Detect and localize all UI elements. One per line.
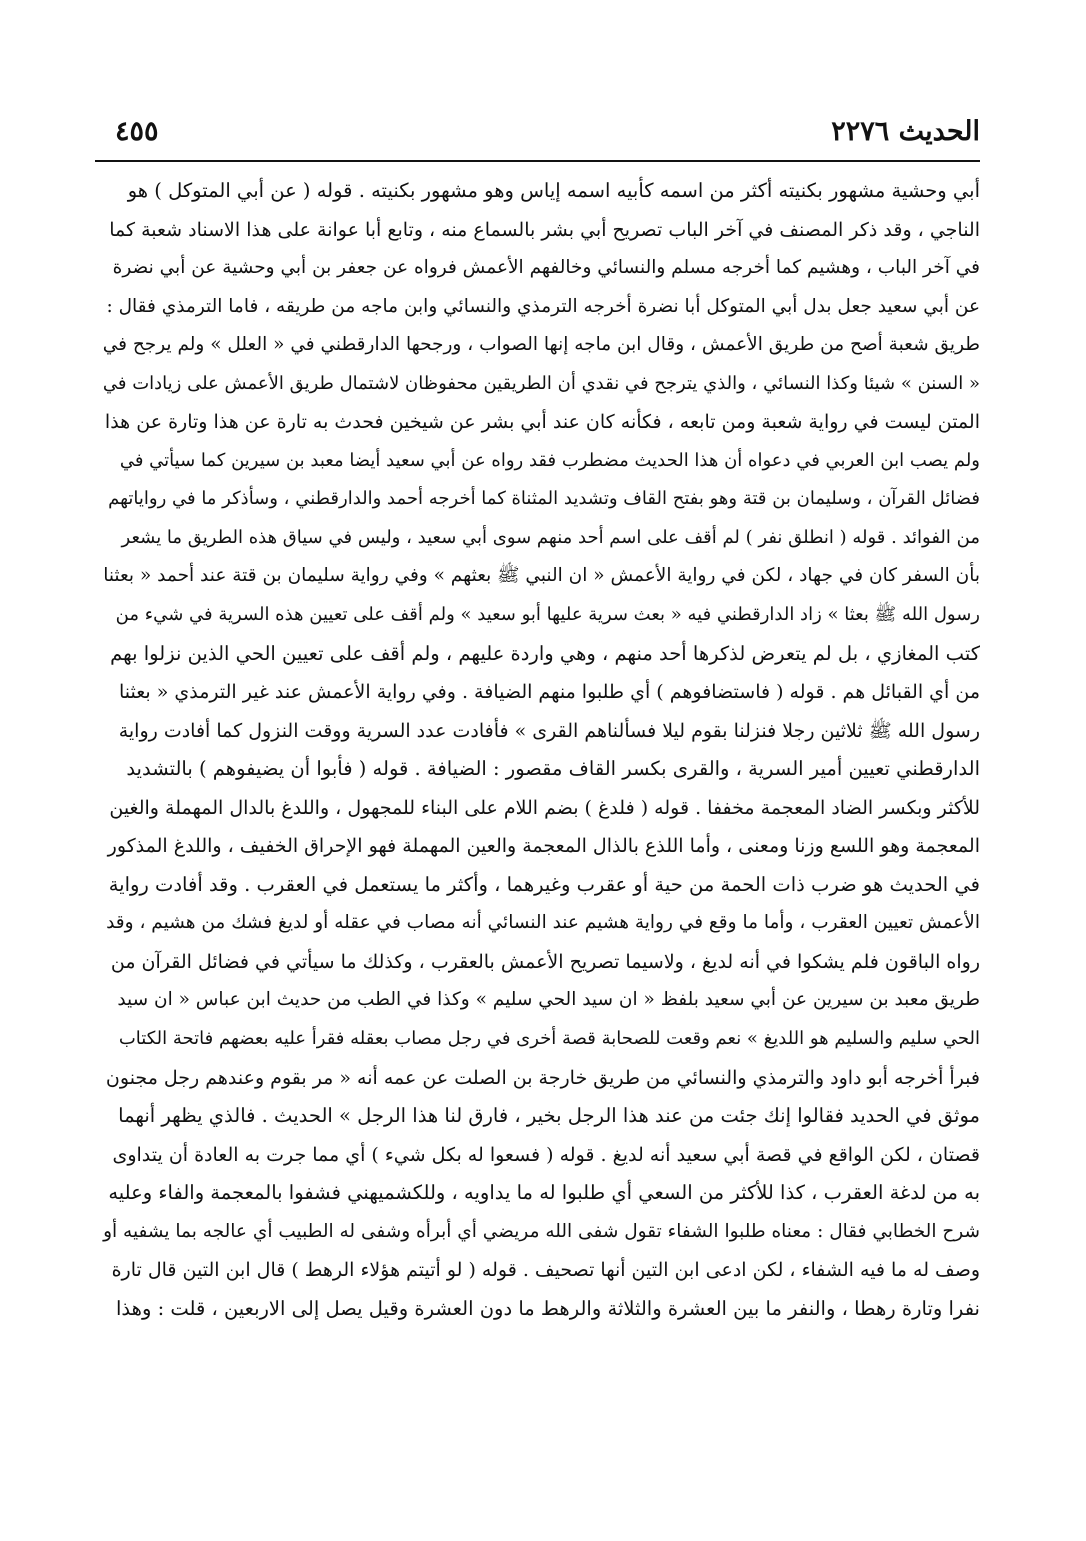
text-line: قصتان ، لكن الواقع في قصة أبي سعيد أنه لديغ . قوله ( فسعوا له بكل شيء ) أي مما جرت به العادة أن يتداوى	[112, 1143, 980, 1166]
page-number: ٤٥٥	[115, 116, 159, 147]
text-line: أبي وحشية مشهور بكنيته أكثر من اسمه كأبيه اسمه إياس وهو مشهور بكنيته . قوله ( عن أبي المتوكل ) هو	[127, 179, 980, 202]
text-line: طريق شعبة أصح من طريق الأعمش ، وقال ابن ماجه إنها الصواب ، ورجحها الدارقطني في « العلل » ولم يرجح في	[102, 334, 980, 356]
text-line: المعجمة وهو اللسع وزنا ومعنى ، وأما اللذع بالذال المعجمة والعين المهملة فهو الإحراق الخفيف ، واللدغ المذكور	[107, 835, 980, 858]
text-line: عن أبي سعيد جعل بدل أبي المتوكل أبا نضرة أخرجه الترمذي والنسائي وابن ماجه من طريقه ، فاما الترمذي فقال :	[106, 295, 980, 317]
text-line: رواه الباقون فلم يشكوا في أنه لديغ ، ولاسيما تصريح الأعمش بالعقرب ، وكذلك ما سيأتي في فضائل القرآن من	[110, 950, 980, 973]
text-line: فبرأ أخرجه أبو داود والترمذي والنسائي من طريق خارجة بن الصلت عن عمه أنه « مر بقوم وعندهم رجل مجنون	[105, 1066, 980, 1089]
text-line: من الفوائد . قوله ( انطلق نفر ) لم أقف على اسم أحد منهم سوى أبي سعيد ، وليس في سياق هذه الطريق ما يشعر	[121, 526, 980, 548]
text-line: الأعمش تعيين العقرب ، وأما ما وقع في رواية هشيم عند النسائي أنه مصاب في عقله أو لديغ فشك من هشيم ، وقد	[106, 912, 980, 934]
running-title: الحديث ٢٢٧٦	[831, 116, 980, 147]
text-line: ولم يصب ابن العربي في دعواه أن هذا الحديث مضطرب فقد رواه عن أبي سعيد أيضا معبد بن سيرين كما سيأتي في	[119, 449, 980, 471]
text-line: « السنن » شيئا وكذا النسائي ، والذي يترجح في نقدي أن الطريقين محفوظان لاشتمال طريق الأعمش على زيادات في	[102, 372, 980, 394]
page-header	[95, 110, 980, 158]
text-line: في آخر الباب ، وهشيم كما أخرجه مسلم والنسائي وخالفهم الأعمش فرواه عن جعفر بن أبي وحشية عن أبي نضرة	[112, 257, 980, 279]
text-line: كتب المغازي ، بل لم يتعرض لذكرها أحد منهم ، وهي واردة عليهم ، ولم أقف على تعيين الحي الذين نزلوا بهم	[110, 641, 980, 665]
text-line: وصف له ما فيه الشفاء ، لكن ادعى ابن التين أنها تصحيف . قوله ( لو أتيتم هؤلاء الرهط ) قال ابن التين قال تارة	[111, 1259, 980, 1282]
text-line: رسول الله ﷺ بعثا » زاد الدارقطني فيه « بعث سرية عليها أبو سعيد » ولم أقف على تعيين هذه السرية في شيء من	[115, 604, 980, 626]
text-line: رسول الله ﷺ ثلاثين رجلا فنزلنا بقوم ليلا فسألناهم القرى » فأفادت عدد السرية ووقت النزول كما أفادت رواية	[118, 719, 980, 742]
text-line: الحي سليم والسليم هو اللديغ » نعم وقعت للصحابة قصة أخرى في رجل مصاب بعقله فقرأ عليه بعضهم فاتحة الكتاب	[118, 1028, 980, 1050]
text-line: من أي القبائل هم . قوله ( فاستضافوهم ) أي طلبوا منهم الضيافة . وفي رواية الأعمش عند غير الترمذي « بعثنا	[118, 681, 980, 704]
text-line: به من لدغة العقرب ، كذا للأكثر من السعي أي طلبوا له ما يداويه ، وللكشميهني فشفوا بالمعجمة والفاء وعليه	[108, 1181, 980, 1205]
text-line: بأن السفر كان في جهاد ، لكن في رواية الأعمش « ان النبي ﷺ بعثهم » وفي رواية سليمان بن قتة عند أحمد « بعثنا	[103, 565, 980, 587]
text-line: فضائل القرآن ، وسليمان بن قتة وهو بفتح القاف وتشديد المثناة كما أخرجه أحمد والدارقطني ، وسأذكر ما في رواياتهم	[108, 488, 980, 510]
text-line: للأكثر وبكسر الضاد المعجمة مخففا . قوله ( فلدغ ) بضم اللام على البناء للمجهول ، واللدغ بالدال المهملة والغين	[109, 796, 980, 819]
header-divider	[95, 160, 980, 162]
text-line: موثق في الحديد فقالوا إنك جئت من عند هذا الرجل بخير ، فارق لنا هذا الرجل » الحديث . فالذي يظهر أنهما	[118, 1104, 980, 1128]
body-text	[100, 172, 980, 1328]
text-line: الناجي ، وقد ذكر المصنف في آخر الباب تصريح أبي بشر بالسماع منه ، وتابع أبا عوانة على هذا الاسناد شعبة كما	[109, 218, 980, 241]
text-line: في الحديث هو ضرب ذات الحمة من حية أو عقرب وغيرهما ، وأكثر ما يستعمل في العقرب . وقد أفادت رواية	[108, 872, 980, 896]
text-line: الدارقطني تعيين أمير السرية ، والقرى بكسر القاف مقصور : الضيافة . قوله ( فأبوا أن يضيفوهم ) بالتشديد	[126, 757, 980, 781]
text-line: نفرا وتارة رهطا ، والنفر ما بين العشرة والثلاثة والرهط ما دون العشرة وقيل يصل إلى الاربعين ، قلت : وهذا	[116, 1296, 980, 1320]
text-line: المتن ليست في رواية شعبة ومن تابعه ، فكأنه كان عند أبي بشر عن شيخين فحدث به تارة عن هذا وتارة عن هذا	[104, 411, 980, 434]
text-line: طريق معبد بن سيرين عن أبي سعيد بلفظ « ان سيد الحي سليم » وكذا في الطب من حديث ابن عباس « ان سيد	[117, 989, 980, 1011]
text-line: شرح الخطابي فقال : معناه طلبوا الشفاء تقول شفى الله مريضي أي أبرأه وشفى له الطبيب أي عالجه بما يشفيه أو	[103, 1220, 980, 1242]
